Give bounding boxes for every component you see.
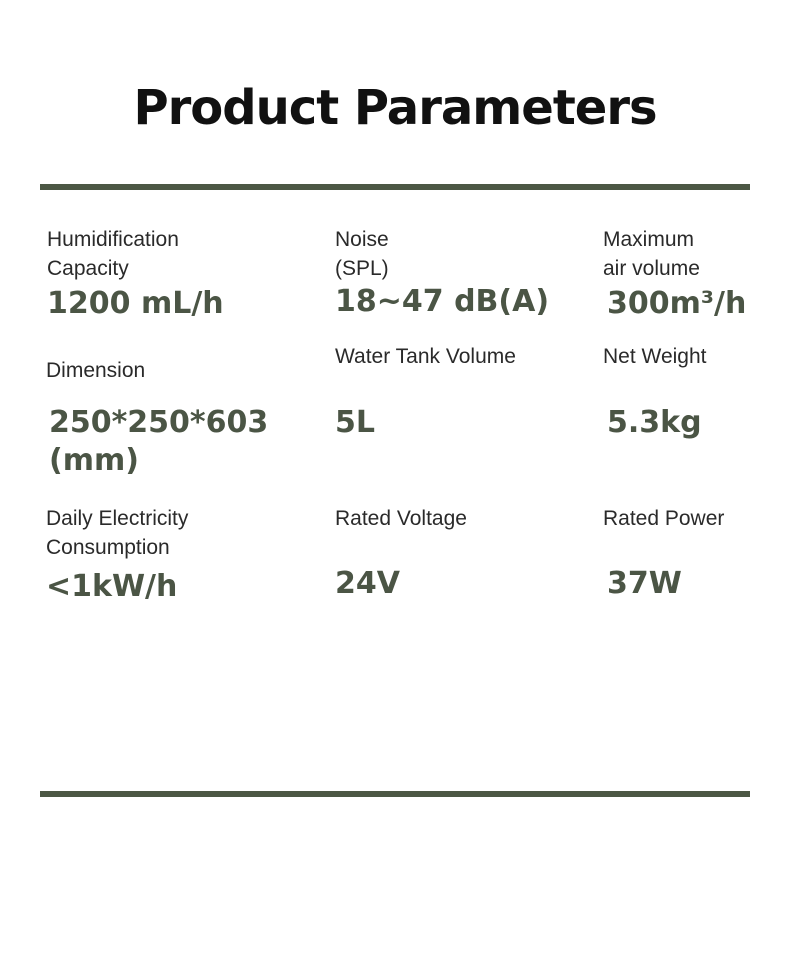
bottom-divider <box>40 791 750 797</box>
param-value: 5.3kg <box>607 405 702 440</box>
param-label: Daily Electricity Consumption <box>46 507 189 559</box>
param-max-air-volume <box>603 225 746 323</box>
param-value: 5L <box>335 405 375 440</box>
param-label: Net Weight <box>603 345 707 368</box>
page-title: Product Parameters <box>133 80 657 136</box>
param-value: 300m³/h <box>607 286 747 321</box>
param-value: 1200 mL/h <box>47 286 224 321</box>
param-water-tank-volume <box>335 342 516 442</box>
param-rated-power <box>603 504 724 603</box>
param-label: Water Tank Volume <box>335 345 516 368</box>
param-humidification-capacity <box>47 225 224 323</box>
param-net-weight <box>603 342 707 442</box>
param-label: Humidification Capacity <box>47 228 179 280</box>
param-rated-voltage <box>335 504 467 603</box>
param-value: 24V <box>335 566 400 601</box>
param-label: Rated Voltage <box>335 507 467 530</box>
param-daily-electricity <box>46 504 188 606</box>
param-label: Maximum air volume <box>603 228 700 280</box>
param-noise <box>335 225 549 321</box>
param-value: <1kW/h <box>46 569 178 604</box>
param-label: Noise (SPL) <box>335 228 389 280</box>
param-label: Rated Power <box>603 507 725 530</box>
param-label: Dimension <box>46 359 146 382</box>
param-value: 250*250*603 (mm) <box>49 405 269 478</box>
param-value: 37W <box>607 566 682 601</box>
param-value: 18~47 dB(A) <box>335 284 550 319</box>
param-dimension <box>46 356 268 480</box>
top-divider <box>40 184 750 190</box>
